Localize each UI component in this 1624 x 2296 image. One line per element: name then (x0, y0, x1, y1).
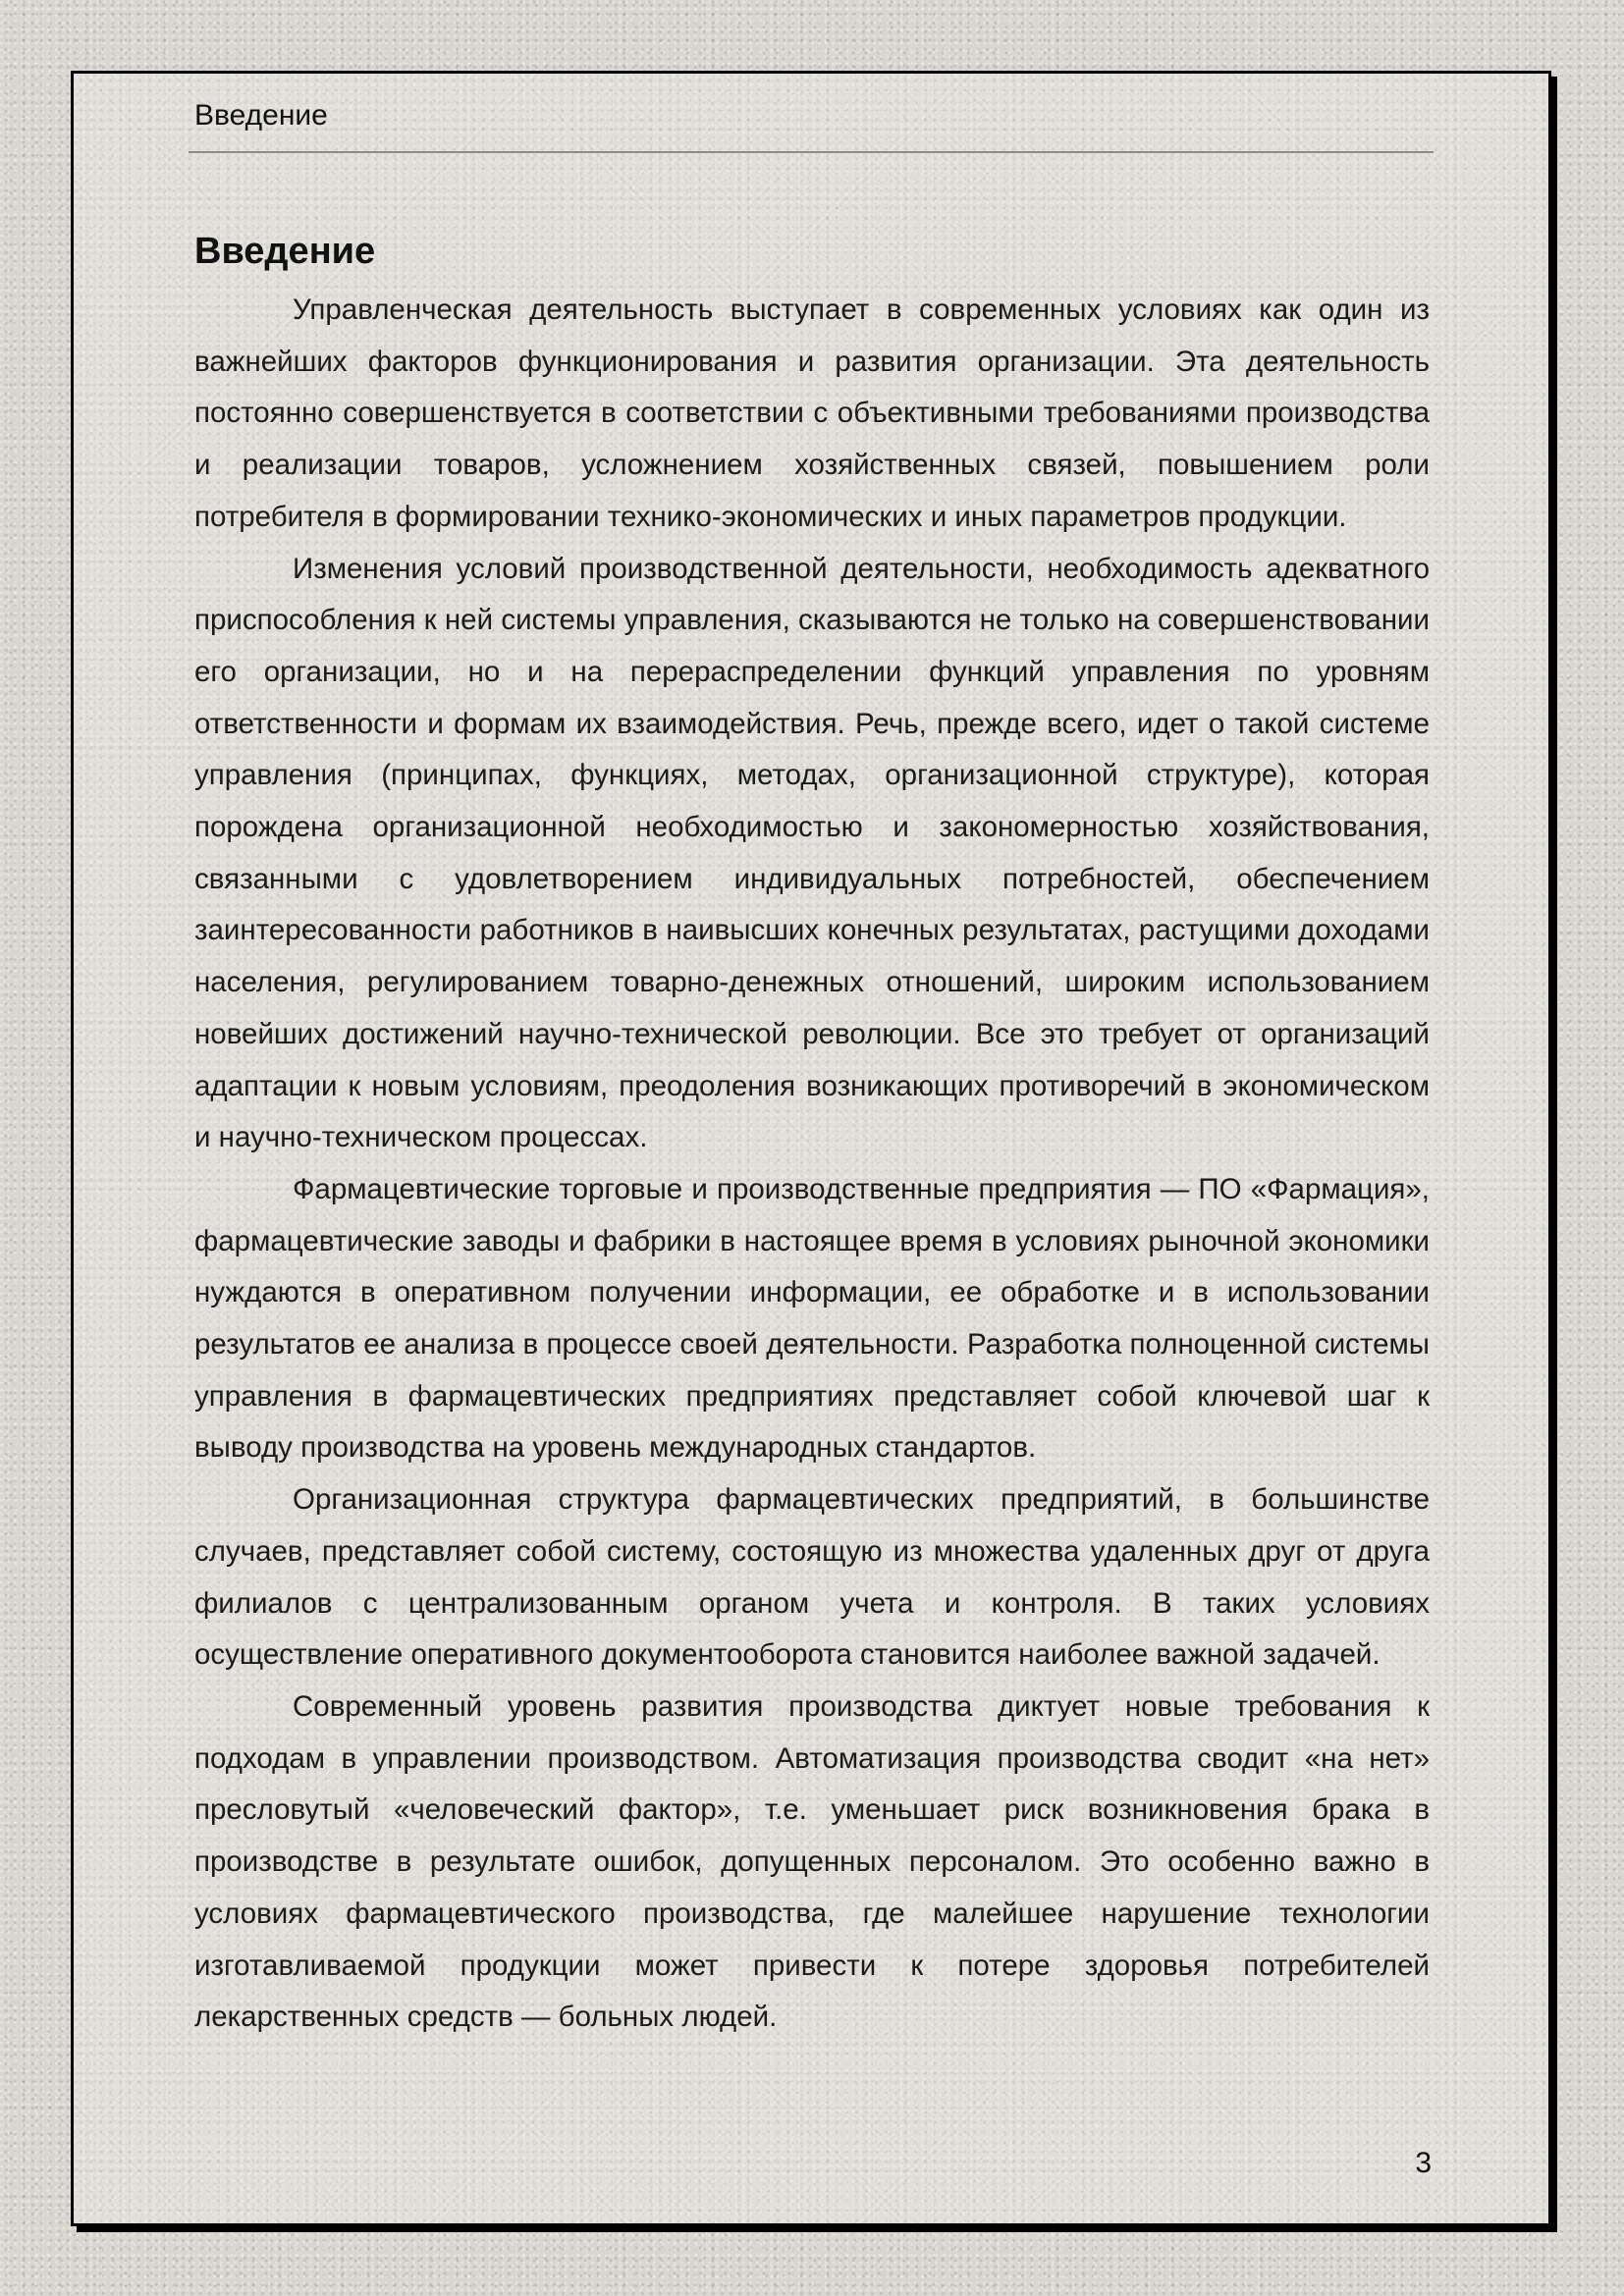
page-body (194, 224, 1430, 2044)
paragraph-4: Организационная структура фармацевтических предприятий, в большинстве случаев, представляет собой систему, состоящую из множества удаленных друг от друга филиалов с централизованным органом учета и контроля. В таких условиях осуществление оперативного документооборота становится наиболее важной задачей. (194, 1483, 1430, 1672)
paragraph-5: Современный уровень развития производства диктует новые требования к подходам в управлении производством. Автоматизация производства сводит «на нет» пресловутый «человеческий фактор», т.е. уменьшает риск возникновения брака в производстве в результате ошибок, допущенных персоналом. Это особенно важно в условиях фармацевтического производства, где малейшее нарушение технологии изготавливаемой продукции может привести к потере здоровья потребителей лекарственных средств — больных людей. (194, 1689, 1430, 2034)
page-number: 3 (1415, 2147, 1432, 2179)
paragraph-2: Изменения условий производственной деятельности, необходимость адекватного приспособления к ней системы управления, сказываются не только на совершенствовании его организации, но и на перераспределении функций управления по уровням ответственности и формам их взаимодействия. Речь, прежде всего, идет о такой системе управления (принципах, функциях, методах, организационной структуре), которая порождена организационной необходимостью и закономерностью хозяйствования, связанными с удовлетворением индивидуальных потребностей, обеспечением заинтересованности работников в наивысших конечных результатах, растущими доходами населения, регулированием товарно-денежных отношений, широким использованием новейших достижений научно-технической революции. Все это требует от организаций адаптации к новым условиям, преодоления возникающих противоречий в экономическом и научно-техническом процессах. (194, 552, 1430, 1154)
running-header: Введение (194, 99, 328, 132)
header-divider (189, 151, 1434, 153)
section-title: Введение (194, 231, 376, 272)
paragraph-3: Фармацевтические торговые и производственные предприятия — ПО «Фармация», фармацевтические заводы и фабрики в настоящее время в условиях рыночной экономики нуждаются в оперативном получении информации, ее обработке и в использовании результатов ее анализа в процессе своей деятельности. Разработка полноценной системы управления в фармацевтических предприятиях представляет собой ключевой шаг к выводу производства на уровень международных стандартов. (194, 1172, 1430, 1465)
paragraph-1: Управленческая деятельность выступает в современных условиях как один из важнейших факторов функционирования и развития организации. Эта деятельность постоянно совершенствуется в соответствии с объективными требованиями производства и реализации товаров, усложнением хозяйственных связей, повышением роли потребителя в формировании технико-экономических и иных параметров продукции. (194, 294, 1430, 533)
